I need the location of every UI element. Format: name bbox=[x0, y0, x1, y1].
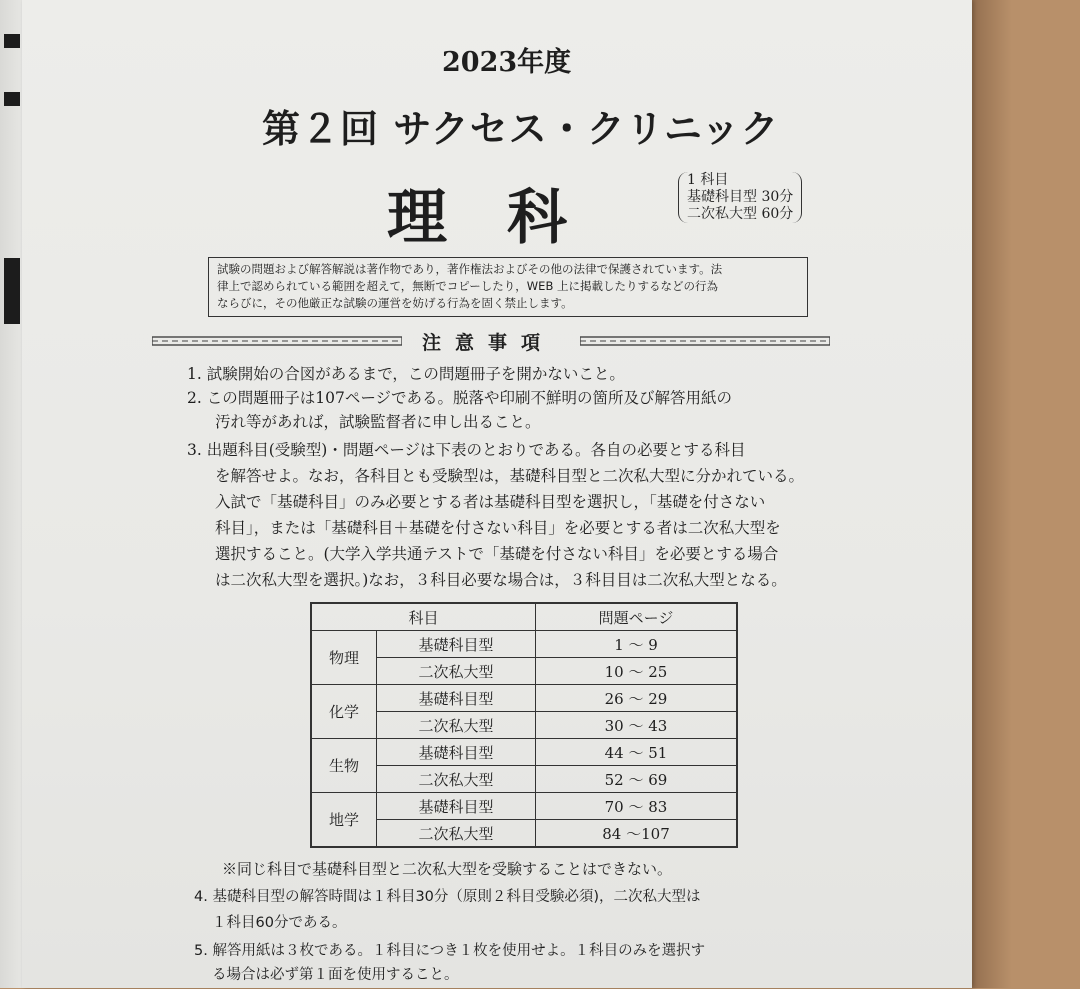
exam-title: 第２回 サクセス・クリニック bbox=[262, 106, 780, 151]
table-row bbox=[311, 685, 737, 712]
table-footnote: ※同じ科目で基礎科目型と二次私大型を受験することはできない。 bbox=[222, 860, 673, 878]
table-pages-cell: 1 〜 9 bbox=[536, 631, 738, 658]
notice-item-2: 2. この問題冊子は107ページである。脱落や印刷不鮮明の箇所及び解答用紙の bbox=[187, 389, 733, 407]
notice-item-5-cont: る場合は必ず第１面を使用すること。 bbox=[212, 967, 459, 983]
table-pages-cell: 44 〜 51 bbox=[536, 739, 738, 766]
table-row bbox=[311, 739, 737, 766]
notice-item-1: 1. 試験開始の合図があるまで，この問題冊子を開かないこと。 bbox=[187, 365, 625, 383]
table-pages-cell: 70 〜 83 bbox=[536, 793, 738, 820]
table-pages-cell: 10 〜 25 bbox=[536, 658, 738, 685]
subject-title: 理科 bbox=[387, 183, 627, 253]
table-header-subject: 科目 bbox=[311, 603, 536, 631]
notice-item-3-cont: 選択すること。(大学入学共通テストで「基礎を付さない科目」を必要とする場合 bbox=[215, 545, 779, 563]
notice-item-3-cont: は二次私大型を選択。)なお，３科目必要な場合は，３科目目は二次私大型となる。 bbox=[215, 571, 787, 589]
table-type-cell: 二次私大型 bbox=[377, 820, 536, 848]
table-type-cell: 二次私大型 bbox=[377, 658, 536, 685]
table-subject-cell: 物理 bbox=[311, 631, 377, 685]
copyright-notice bbox=[208, 257, 808, 317]
note-line: 二次私大型 60分 bbox=[687, 206, 794, 222]
notice-item-5: 5. 解答用紙は３枚である。１科目につき１枚を使用せよ。１科目のみを選択す bbox=[194, 943, 706, 959]
table-type-cell: 基礎科目型 bbox=[377, 793, 536, 820]
exam-cover-page bbox=[22, 0, 972, 988]
subject-duration-note bbox=[678, 172, 802, 223]
table-type-cell: 二次私大型 bbox=[377, 712, 536, 739]
table-pages-cell: 30 〜 43 bbox=[536, 712, 738, 739]
notice-item-3-cont: 入試で「基礎科目」のみ必要とする者は基礎科目型を選択し，「基礎を付さない bbox=[215, 493, 766, 511]
page-edge-shadow bbox=[972, 0, 1012, 988]
binder-tab bbox=[4, 34, 20, 48]
notice-item-2-cont: 汚れ等があれば，試験監督者に申し出ること。 bbox=[215, 413, 541, 431]
notice-item-4-cont: １科目60分である。 bbox=[212, 915, 347, 931]
copyright-line: 律上で認められている範囲を超えて，無断でコピーしたり，WEB 上に掲載したりするなどの行為 bbox=[217, 279, 718, 293]
note-line: 1 科目 bbox=[687, 172, 729, 188]
table-row bbox=[311, 793, 737, 820]
notice-item-3-cont: を解答せよ。なお，各科目とも受験型は，基礎科目型と二次私大型に分かれている。 bbox=[215, 467, 805, 485]
table-pages-cell: 52 〜 69 bbox=[536, 766, 738, 793]
table-header-row bbox=[311, 603, 737, 631]
notice-item-3: 3. 出題科目(受験型)・問題ページは下表のとおりである。各自の必要とする科目 bbox=[187, 441, 746, 459]
binder-tab bbox=[4, 92, 20, 106]
copyright-line: 試験の問題および解答解説は著作物であり，著作権法およびその他の法律で保護されています。法 bbox=[217, 262, 723, 276]
notice-heading: 注意事項 bbox=[422, 332, 555, 354]
table-type-cell: 二次私大型 bbox=[377, 766, 536, 793]
decorative-border-right bbox=[580, 336, 830, 346]
decorative-border-left bbox=[152, 336, 402, 346]
table-type-cell: 基礎科目型 bbox=[377, 685, 536, 712]
subject-page-table bbox=[310, 602, 738, 848]
binder-tab bbox=[4, 258, 20, 324]
copyright-line: ならびに，その他厳正な試験の運営を妨げる行為を固く禁止します。 bbox=[217, 296, 573, 310]
table-subject-cell: 化学 bbox=[311, 685, 377, 739]
note-line: 基礎科目型 30分 bbox=[687, 189, 794, 205]
table-row bbox=[311, 631, 737, 658]
table-subject-cell: 地学 bbox=[311, 793, 377, 848]
table-pages-cell: 26 〜 29 bbox=[536, 685, 738, 712]
table-subject-cell: 生物 bbox=[311, 739, 377, 793]
table-type-cell: 基礎科目型 bbox=[377, 631, 536, 658]
table-header-pages: 問題ページ bbox=[536, 603, 738, 631]
table-type-cell: 基礎科目型 bbox=[377, 739, 536, 766]
notice-item-3-cont: 科目」，または「基礎科目＋基礎を付さない科目」を必要とする者は二次私大型を bbox=[215, 519, 781, 537]
exam-year: 2023年度 bbox=[442, 47, 572, 78]
notice-item-4: 4. 基礎科目型の解答時間は１科目30分（原則２科目受験必須)，二次私大型は bbox=[194, 889, 701, 905]
table-pages-cell: 84 〜107 bbox=[536, 820, 738, 848]
left-binding-margin bbox=[0, 0, 22, 988]
